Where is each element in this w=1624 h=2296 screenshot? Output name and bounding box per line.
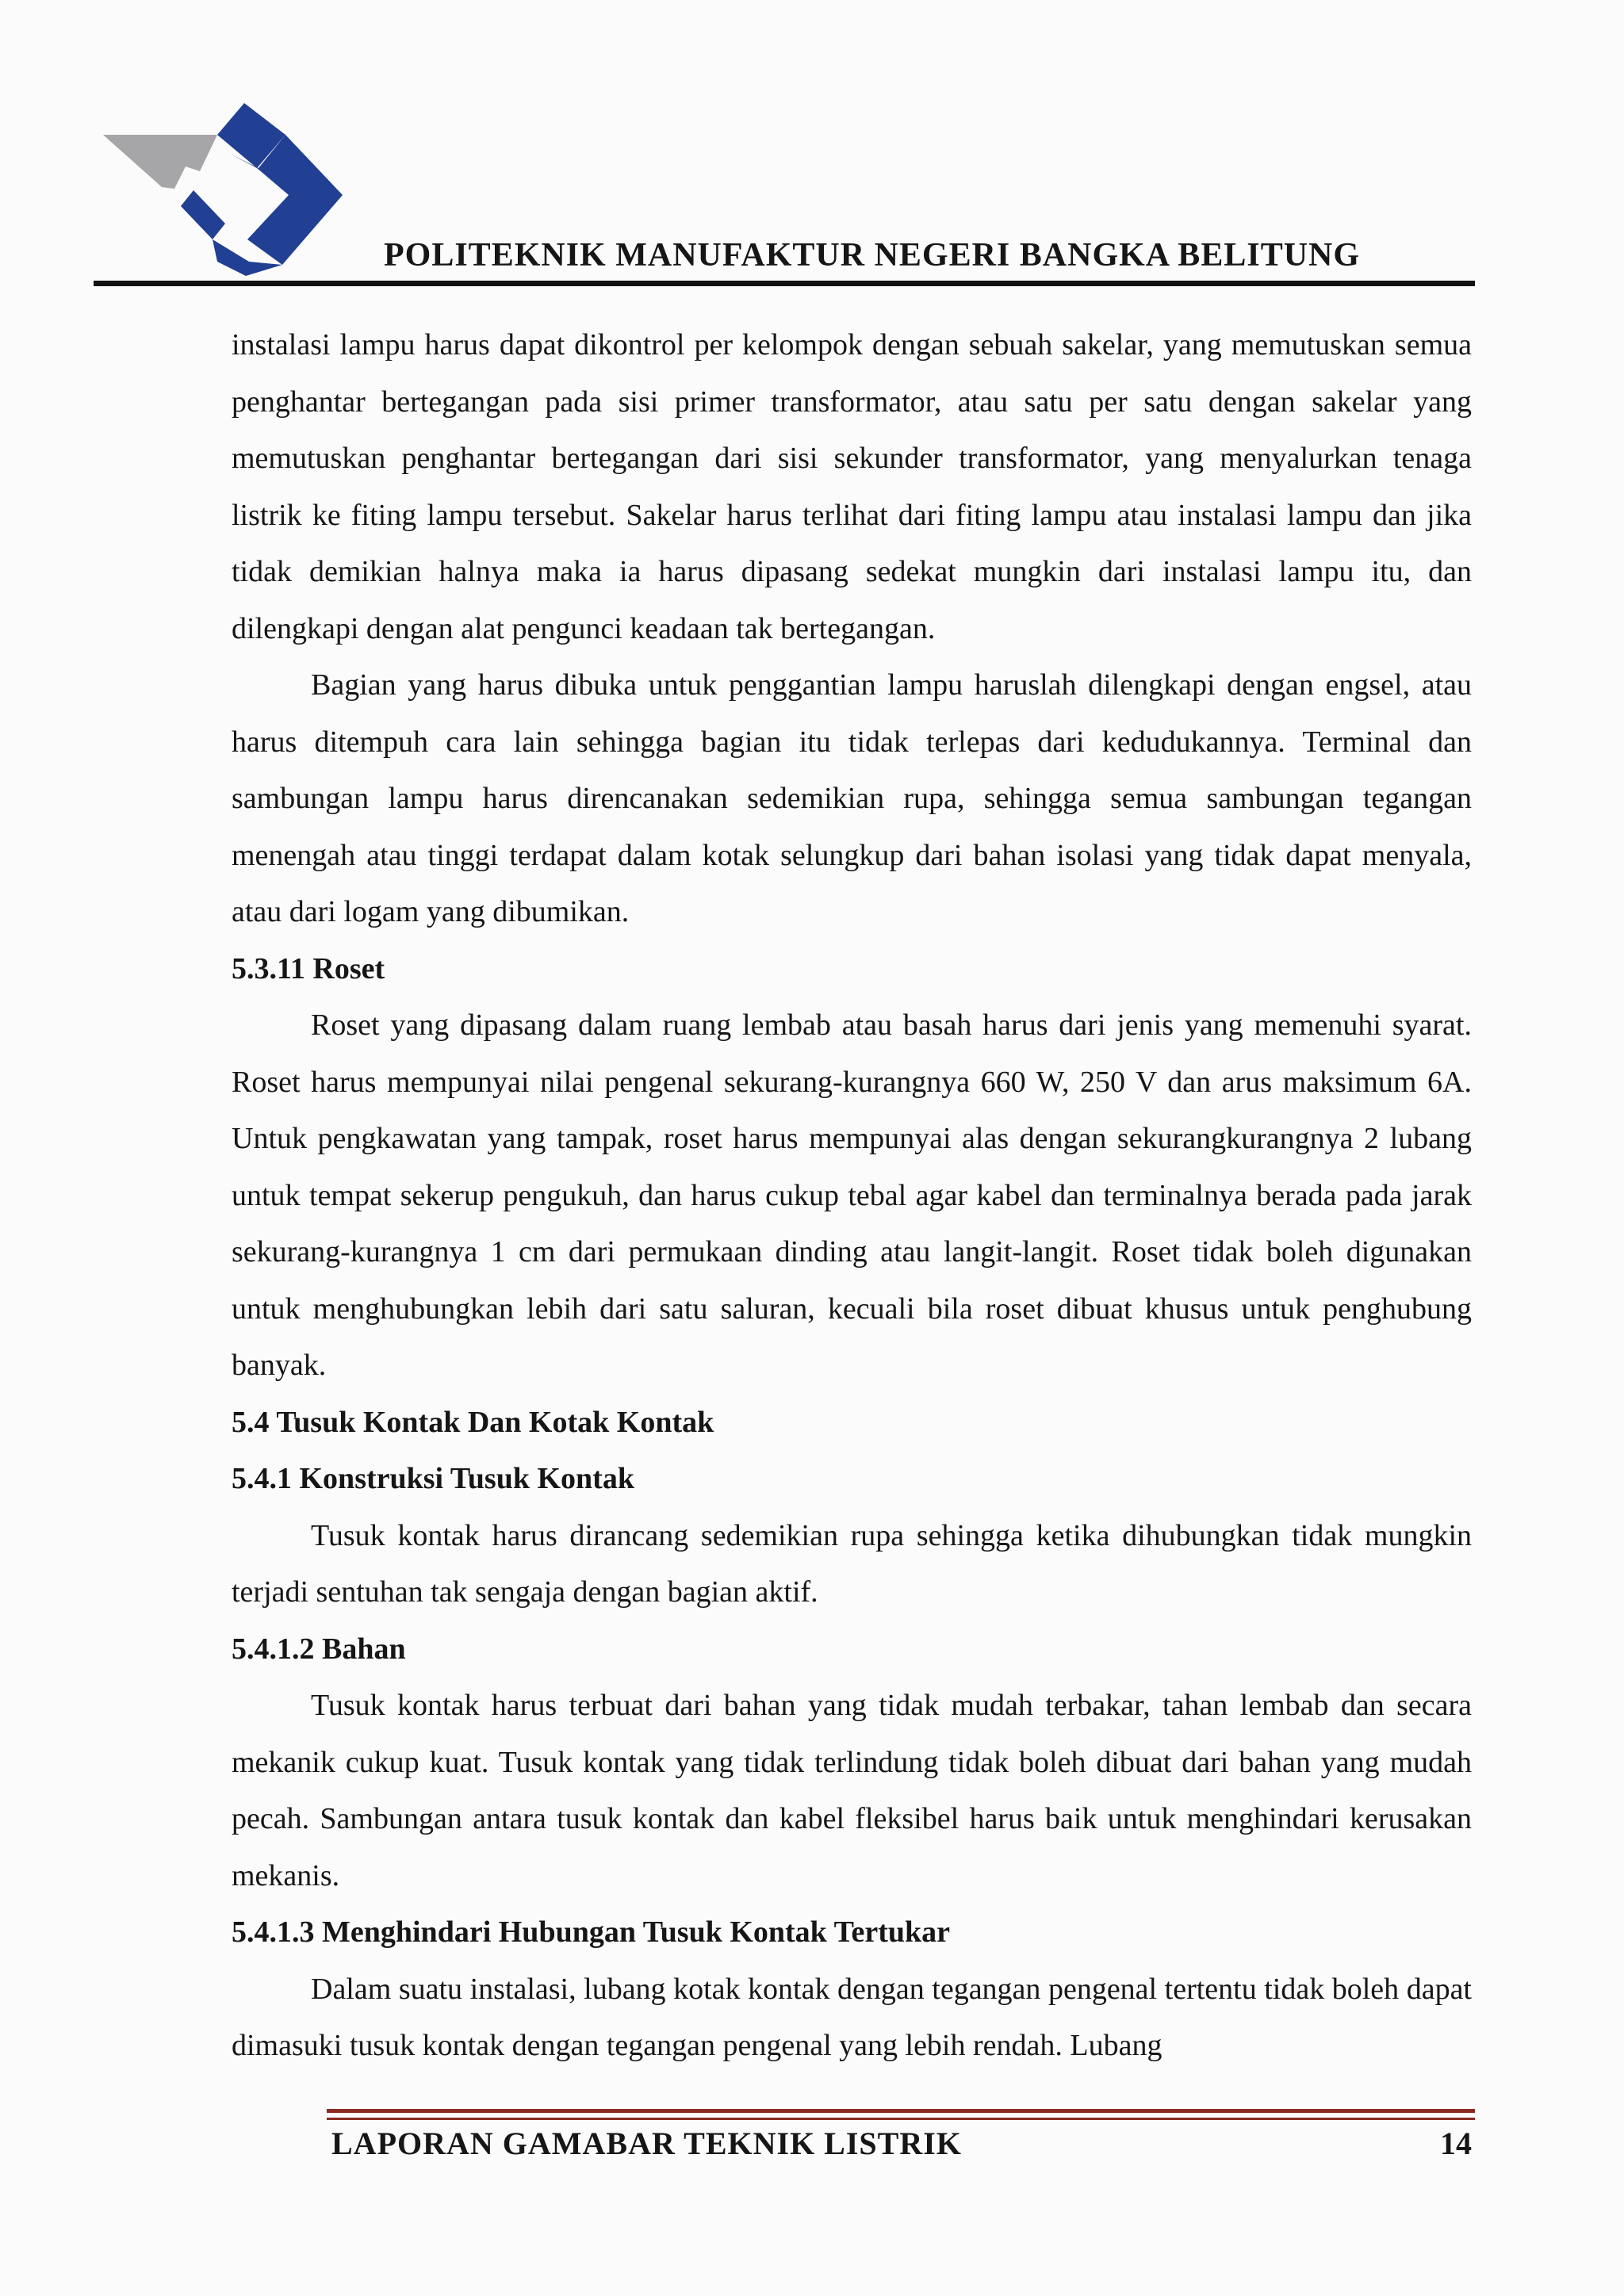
section-heading: 5.3.11 Roset (232, 951, 385, 985)
subsection-heading: 5.4.1.3 Menghindari Hubungan Tusuk Kontak Tertukar (232, 1915, 951, 1949)
institution-name: POLITEKNIK MANUFAKTUR NEGERI BANGKA BELITUNG (384, 237, 1361, 274)
paragraph: Bagian yang harus dibuka untuk penggantian lampu haruslah dilengkapi dengan engsel, atau harus ditempuh cara lain sehingga bagian itu tidak terlepas dari kedudukannya. Terminal dan sambungan lampu harus direncanakan sedemikian rupa, sehingga semua sambungan tegangan menengah atau tinggi terdapat dalam kotak selungkup dari bahan isolasi yang tidak dapat menyala, atau dari logam yang dibumikan. (232, 668, 1472, 928)
paragraph: Tusuk kontak harus terbuat dari bahan yang tidak mudah terbakar, tahan lembab dan secara mekanik cukup kuat. Tusuk kontak yang tidak terlindung tidak boleh dibuat dari bahan yang mudah pecah. Sambungan antara tusuk kontak dan kabel fleksibel harus baik untuk menghindari kerusakan mekanis. (232, 1689, 1472, 1892)
institution-logo-icon (98, 95, 344, 277)
paragraph: Dalam suatu instalasi, lubang kotak kontak dengan tegangan pengenal tertentu tidak boleh dapat dimasuki tusuk kontak dengan tegangan pengenal yang lebih rendah. Lubang (232, 1972, 1472, 2062)
header-divider (94, 281, 1475, 286)
section-heading: 5.4 Tusuk Kontak Dan Kotak Kontak (232, 1405, 714, 1439)
footer-divider (327, 2118, 1475, 2120)
paragraph: instalasi lampu harus dapat dikontrol per kelompok dengan sebuah sakelar, yang memutuskan semua penghantar bertegangan pada sisi primer transformator, atau satu per satu dengan sakelar yang memutuskan penghantar bertegangan dari sisi sekunder transformator, yang menyalurkan tenaga listrik ke fiting lampu tersebut. Sakelar harus terlihat dari fiting lampu atau instalasi lampu dan jika tidak demikian halnya maka ia harus dipasang sedekat mungkin dari instalasi lampu itu, dan dilengkapi dengan alat pengunci keadaan tak bertegangan. (232, 328, 1472, 645)
footer-divider (327, 2109, 1475, 2113)
paragraph: Roset yang dipasang dalam ruang lembab atau basah harus dari jenis yang memenuhi syarat. Roset harus mempunyai nilai pengenal sekurang-kurangnya 660 W, 250 V dan arus maksimum 6A. Untuk pengkawatan yang tampak, roset harus mempunyai alas dengan sekurangkurangnya 2 lubang untuk tempat sekerup pengukuh, dan harus cukup tebal agar kabel dan terminalnya berada pada jarak sekurang-kurangnya 1 cm dari permukaan dinding atau langit-langit. Roset tidak boleh digunakan untuk menghubungkan lebih dari satu saluran, kecuali bila roset dibuat khusus untuk penghubung banyak. (232, 1008, 1472, 1382)
subsection-heading: 5.4.1.2 Bahan (232, 1632, 406, 1666)
footer-title: LAPORAN GAMABAR TEKNIK LISTRIK (331, 2126, 962, 2161)
paragraph: Tusuk kontak harus dirancang sedemikian rupa sehingga ketika dihubungkan tidak mungkin terjadi sentuhan tak sengaja dengan bagian aktif. (232, 1518, 1472, 1609)
subsection-heading: 5.4.1 Konstruksi Tusuk Kontak (232, 1462, 634, 1495)
document-body (232, 317, 1472, 2075)
page-number: 14 (1440, 2126, 1472, 2161)
